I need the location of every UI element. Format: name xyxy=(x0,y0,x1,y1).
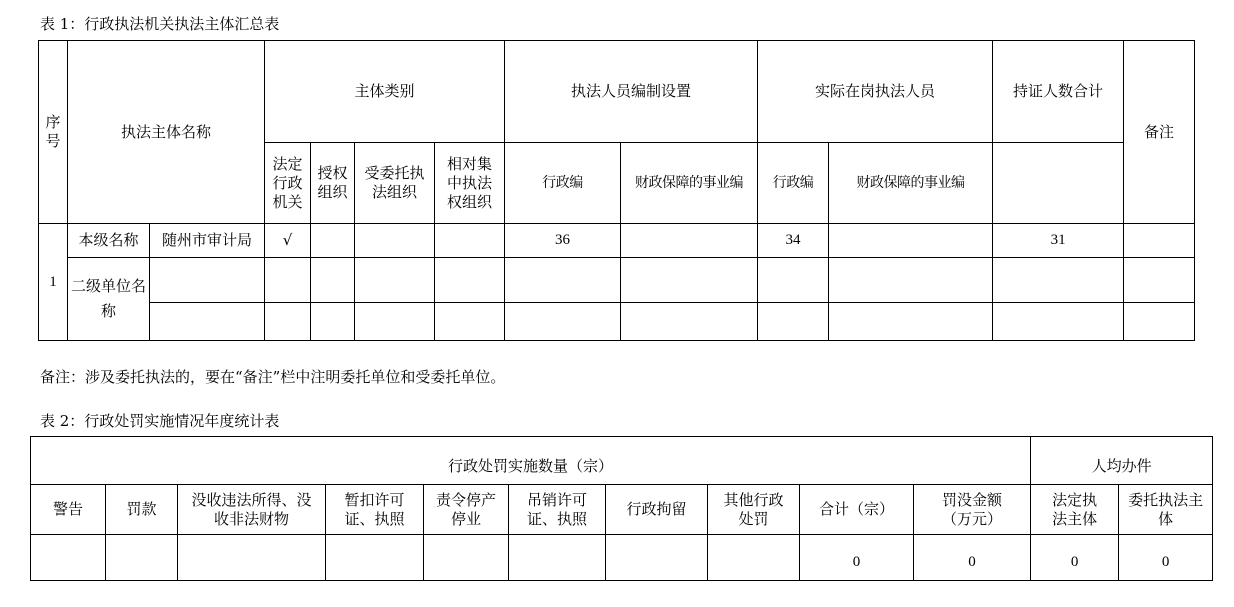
header-cat-legal: 法定行政机关 xyxy=(265,143,311,224)
blank-cell xyxy=(505,303,621,341)
enforcement-subject-table xyxy=(38,40,1195,341)
header-subject-name: 执法主体名称 xyxy=(68,41,265,224)
onduty-finance-value xyxy=(829,224,993,258)
cell-entrusted xyxy=(355,224,435,258)
col-entrusted-subject: 委托执法主体 xyxy=(1119,485,1213,535)
header-cat-entrusted: 受委托执法组织 xyxy=(355,143,435,224)
blank-cell xyxy=(311,303,355,341)
header-onduty: 实际在岗执法人员 xyxy=(758,41,993,143)
blank-cell xyxy=(435,303,505,341)
row-index: 1 xyxy=(39,224,68,341)
blank-cell xyxy=(758,258,829,303)
check-legal: √ xyxy=(265,224,311,258)
penalty-count-header: 行政处罚实施数量（宗） xyxy=(31,437,1031,485)
blank-cell xyxy=(435,258,505,303)
blank-cell xyxy=(355,303,435,341)
val-detention xyxy=(606,535,708,581)
val-revoke-license xyxy=(509,535,606,581)
col-confiscation: 没收违法所得、没收非法财物 xyxy=(178,485,326,535)
header-staff-finance: 财政保障的事业编 xyxy=(621,143,758,224)
val-total-cases: 0 xyxy=(800,535,914,581)
onduty-admin-value: 34 xyxy=(758,224,829,258)
blank-cell xyxy=(1124,303,1195,341)
blank-cell xyxy=(993,303,1124,341)
col-warning: 警告 xyxy=(31,485,106,535)
certified-value: 31 xyxy=(993,224,1124,258)
blank-cell xyxy=(265,303,311,341)
header-certified-blank xyxy=(993,143,1124,224)
table2-caption: 表 2：行政处罚实施情况年度统计表 xyxy=(40,412,280,430)
col-other-penalty: 其他行政处罚 xyxy=(708,485,800,535)
val-entrusted-subject: 0 xyxy=(1119,535,1213,581)
col-legal-subject: 法定执法主体 xyxy=(1031,485,1119,535)
level-name-value: 随州市审计局 xyxy=(150,224,265,258)
blank-cell xyxy=(505,258,621,303)
header-cat-auth: 授权组织 xyxy=(311,143,355,224)
cell-centralized xyxy=(435,224,505,258)
blank-cell xyxy=(311,258,355,303)
table1-caption: 表 1：行政执法机关执法主体汇总表 xyxy=(40,15,280,33)
blank-cell xyxy=(1124,258,1195,303)
header-remark: 备注 xyxy=(1124,41,1195,224)
blank-cell xyxy=(621,303,758,341)
header-certified: 持证人数合计 xyxy=(993,41,1124,143)
col-fine: 罚款 xyxy=(106,485,178,535)
blank-cell xyxy=(758,303,829,341)
col-fine-amount: 罚没金额（万元） xyxy=(914,485,1031,535)
val-fine xyxy=(106,535,178,581)
staff-admin-value: 36 xyxy=(505,224,621,258)
val-warning xyxy=(31,535,106,581)
val-legal-subject: 0 xyxy=(1031,535,1119,581)
col-suspend-license: 暂扣许可证、执照 xyxy=(326,485,424,535)
blank-cell xyxy=(829,258,993,303)
remark-value xyxy=(1124,224,1195,258)
staff-finance-value xyxy=(621,224,758,258)
blank-cell xyxy=(829,303,993,341)
level-name-label: 本级名称 xyxy=(68,224,150,258)
col-detention: 行政拘留 xyxy=(606,485,708,535)
col-revoke-license: 吊销许可证、执照 xyxy=(509,485,606,535)
blank-cell xyxy=(355,258,435,303)
cell-auth xyxy=(311,224,355,258)
table1-note: 备注：涉及委托执法的，要在“备注”栏中注明委托单位和受委托单位。 xyxy=(40,368,506,386)
sub-unit-label: 二级单位名称 xyxy=(68,258,150,341)
val-suspend-production xyxy=(424,535,509,581)
header-staff-admin: 行政编 xyxy=(505,143,621,224)
header-cat-centralized: 相对集中执法权组织 xyxy=(435,143,505,224)
header-staffing: 执法人员编制设置 xyxy=(505,41,758,143)
blank-cell xyxy=(993,258,1124,303)
col-suspend-production: 责令停产停业 xyxy=(424,485,509,535)
header-seq: 序号 xyxy=(39,41,68,224)
val-confiscation xyxy=(178,535,326,581)
val-suspend-license xyxy=(326,535,424,581)
header-onduty-admin: 行政编 xyxy=(758,143,829,224)
sub-unit-cell xyxy=(150,258,265,303)
val-fine-amount: 0 xyxy=(914,535,1031,581)
val-other-penalty xyxy=(708,535,800,581)
per-capita-header: 人均办件 xyxy=(1031,437,1213,485)
header-onduty-finance: 财政保障的事业编 xyxy=(829,143,993,224)
sub-unit-cell xyxy=(150,303,265,341)
blank-cell xyxy=(621,258,758,303)
penalty-statistics-table xyxy=(30,436,1213,581)
header-category: 主体类别 xyxy=(265,41,505,143)
col-total-cases: 合计（宗） xyxy=(800,485,914,535)
blank-cell xyxy=(265,258,311,303)
